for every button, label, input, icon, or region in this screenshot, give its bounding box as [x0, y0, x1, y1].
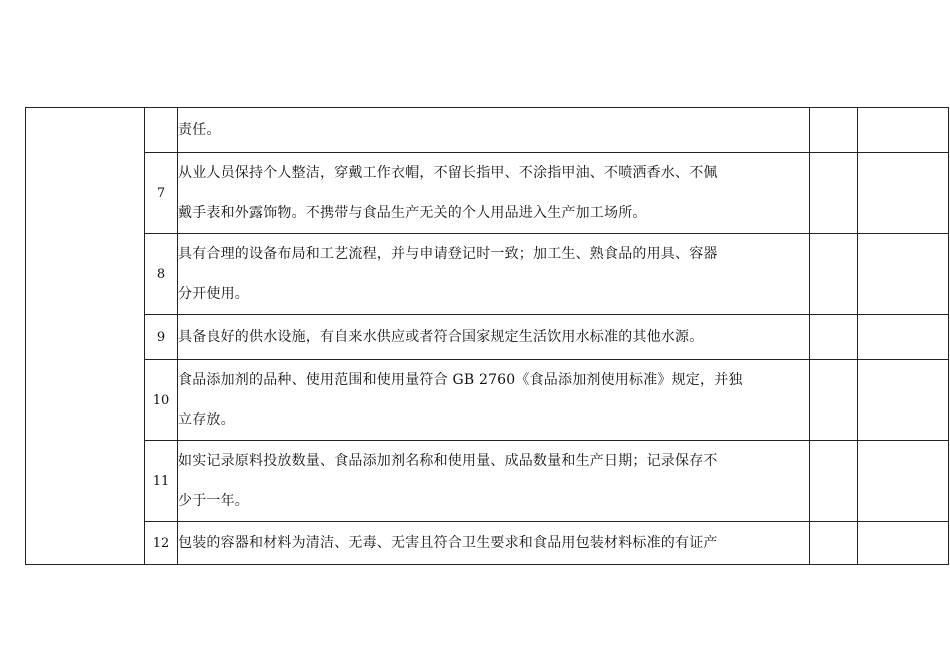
- check-cell[interactable]: [810, 522, 858, 565]
- requirement-line: 具有合理的设备布局和工艺流程，并与申请登记时一致；加工生、熟食品的用具、容器: [178, 246, 718, 262]
- inspection-table: [25, 107, 949, 565]
- check-cell[interactable]: [810, 234, 858, 315]
- remark-cell[interactable]: [858, 153, 949, 234]
- table-row: [26, 360, 949, 441]
- table-row: [26, 234, 949, 315]
- check-cell[interactable]: [810, 153, 858, 234]
- requirement-line: 立存放。: [178, 412, 235, 428]
- item-number: 7: [145, 153, 178, 234]
- remark-cell[interactable]: [858, 234, 949, 315]
- check-cell[interactable]: [810, 441, 858, 522]
- requirement-line: 如实记录原料投放数量、食品添加剂名称和使用量、成品数量和生产日期；记录保存不: [178, 453, 718, 469]
- remark-cell[interactable]: [858, 360, 949, 441]
- remark-cell[interactable]: [858, 315, 949, 360]
- requirement-text: [178, 153, 810, 234]
- item-number: 11: [145, 441, 178, 522]
- requirement-text: [178, 108, 810, 153]
- item-number: 8: [145, 234, 178, 315]
- requirement-line: 戴手表和外露饰物。不携带与食品生产无关的个人用品进入生产加工场所。: [178, 205, 647, 221]
- requirement-line: 从业人员保持个人整洁，穿戴工作衣帽，不留长指甲、不涂指甲油、不喷洒香水、不佩: [178, 165, 718, 181]
- requirement-text: [178, 441, 810, 522]
- requirement-line: 包装的容器和材料为清洁、无毒、无害且符合卫生要求和食品用包装材料标准的有证产: [178, 535, 718, 551]
- remark-cell[interactable]: [858, 522, 949, 565]
- requirement-line: 少于一年。: [178, 493, 249, 509]
- table-row: [26, 153, 949, 234]
- requirement-line: 食品添加剂的品种、使用范围和使用量符合 GB 2760《食品添加剂使用标准》规定，并独: [178, 372, 743, 388]
- table-row: [26, 522, 949, 565]
- table-row: [26, 108, 949, 153]
- requirement-text: [178, 315, 810, 360]
- table-row: [26, 441, 949, 522]
- requirement-text: [178, 234, 810, 315]
- item-number: [145, 108, 178, 153]
- item-number: 10: [145, 360, 178, 441]
- requirement-line: 分开使用。: [178, 286, 249, 302]
- requirement-line: 责任。: [178, 122, 221, 138]
- category-cell: [26, 108, 145, 565]
- requirement-text: [178, 522, 810, 565]
- requirement-text: [178, 360, 810, 441]
- remark-cell[interactable]: [858, 108, 949, 153]
- check-cell[interactable]: [810, 360, 858, 441]
- remark-cell[interactable]: [858, 441, 949, 522]
- requirement-line: 具备良好的供水设施，有自来水供应或者符合国家规定生活饮用水标准的其他水源。: [178, 329, 704, 345]
- check-cell[interactable]: [810, 315, 858, 360]
- item-number: 9: [145, 315, 178, 360]
- item-number: 12: [145, 522, 178, 565]
- check-cell[interactable]: [810, 108, 858, 153]
- table-row: [26, 315, 949, 360]
